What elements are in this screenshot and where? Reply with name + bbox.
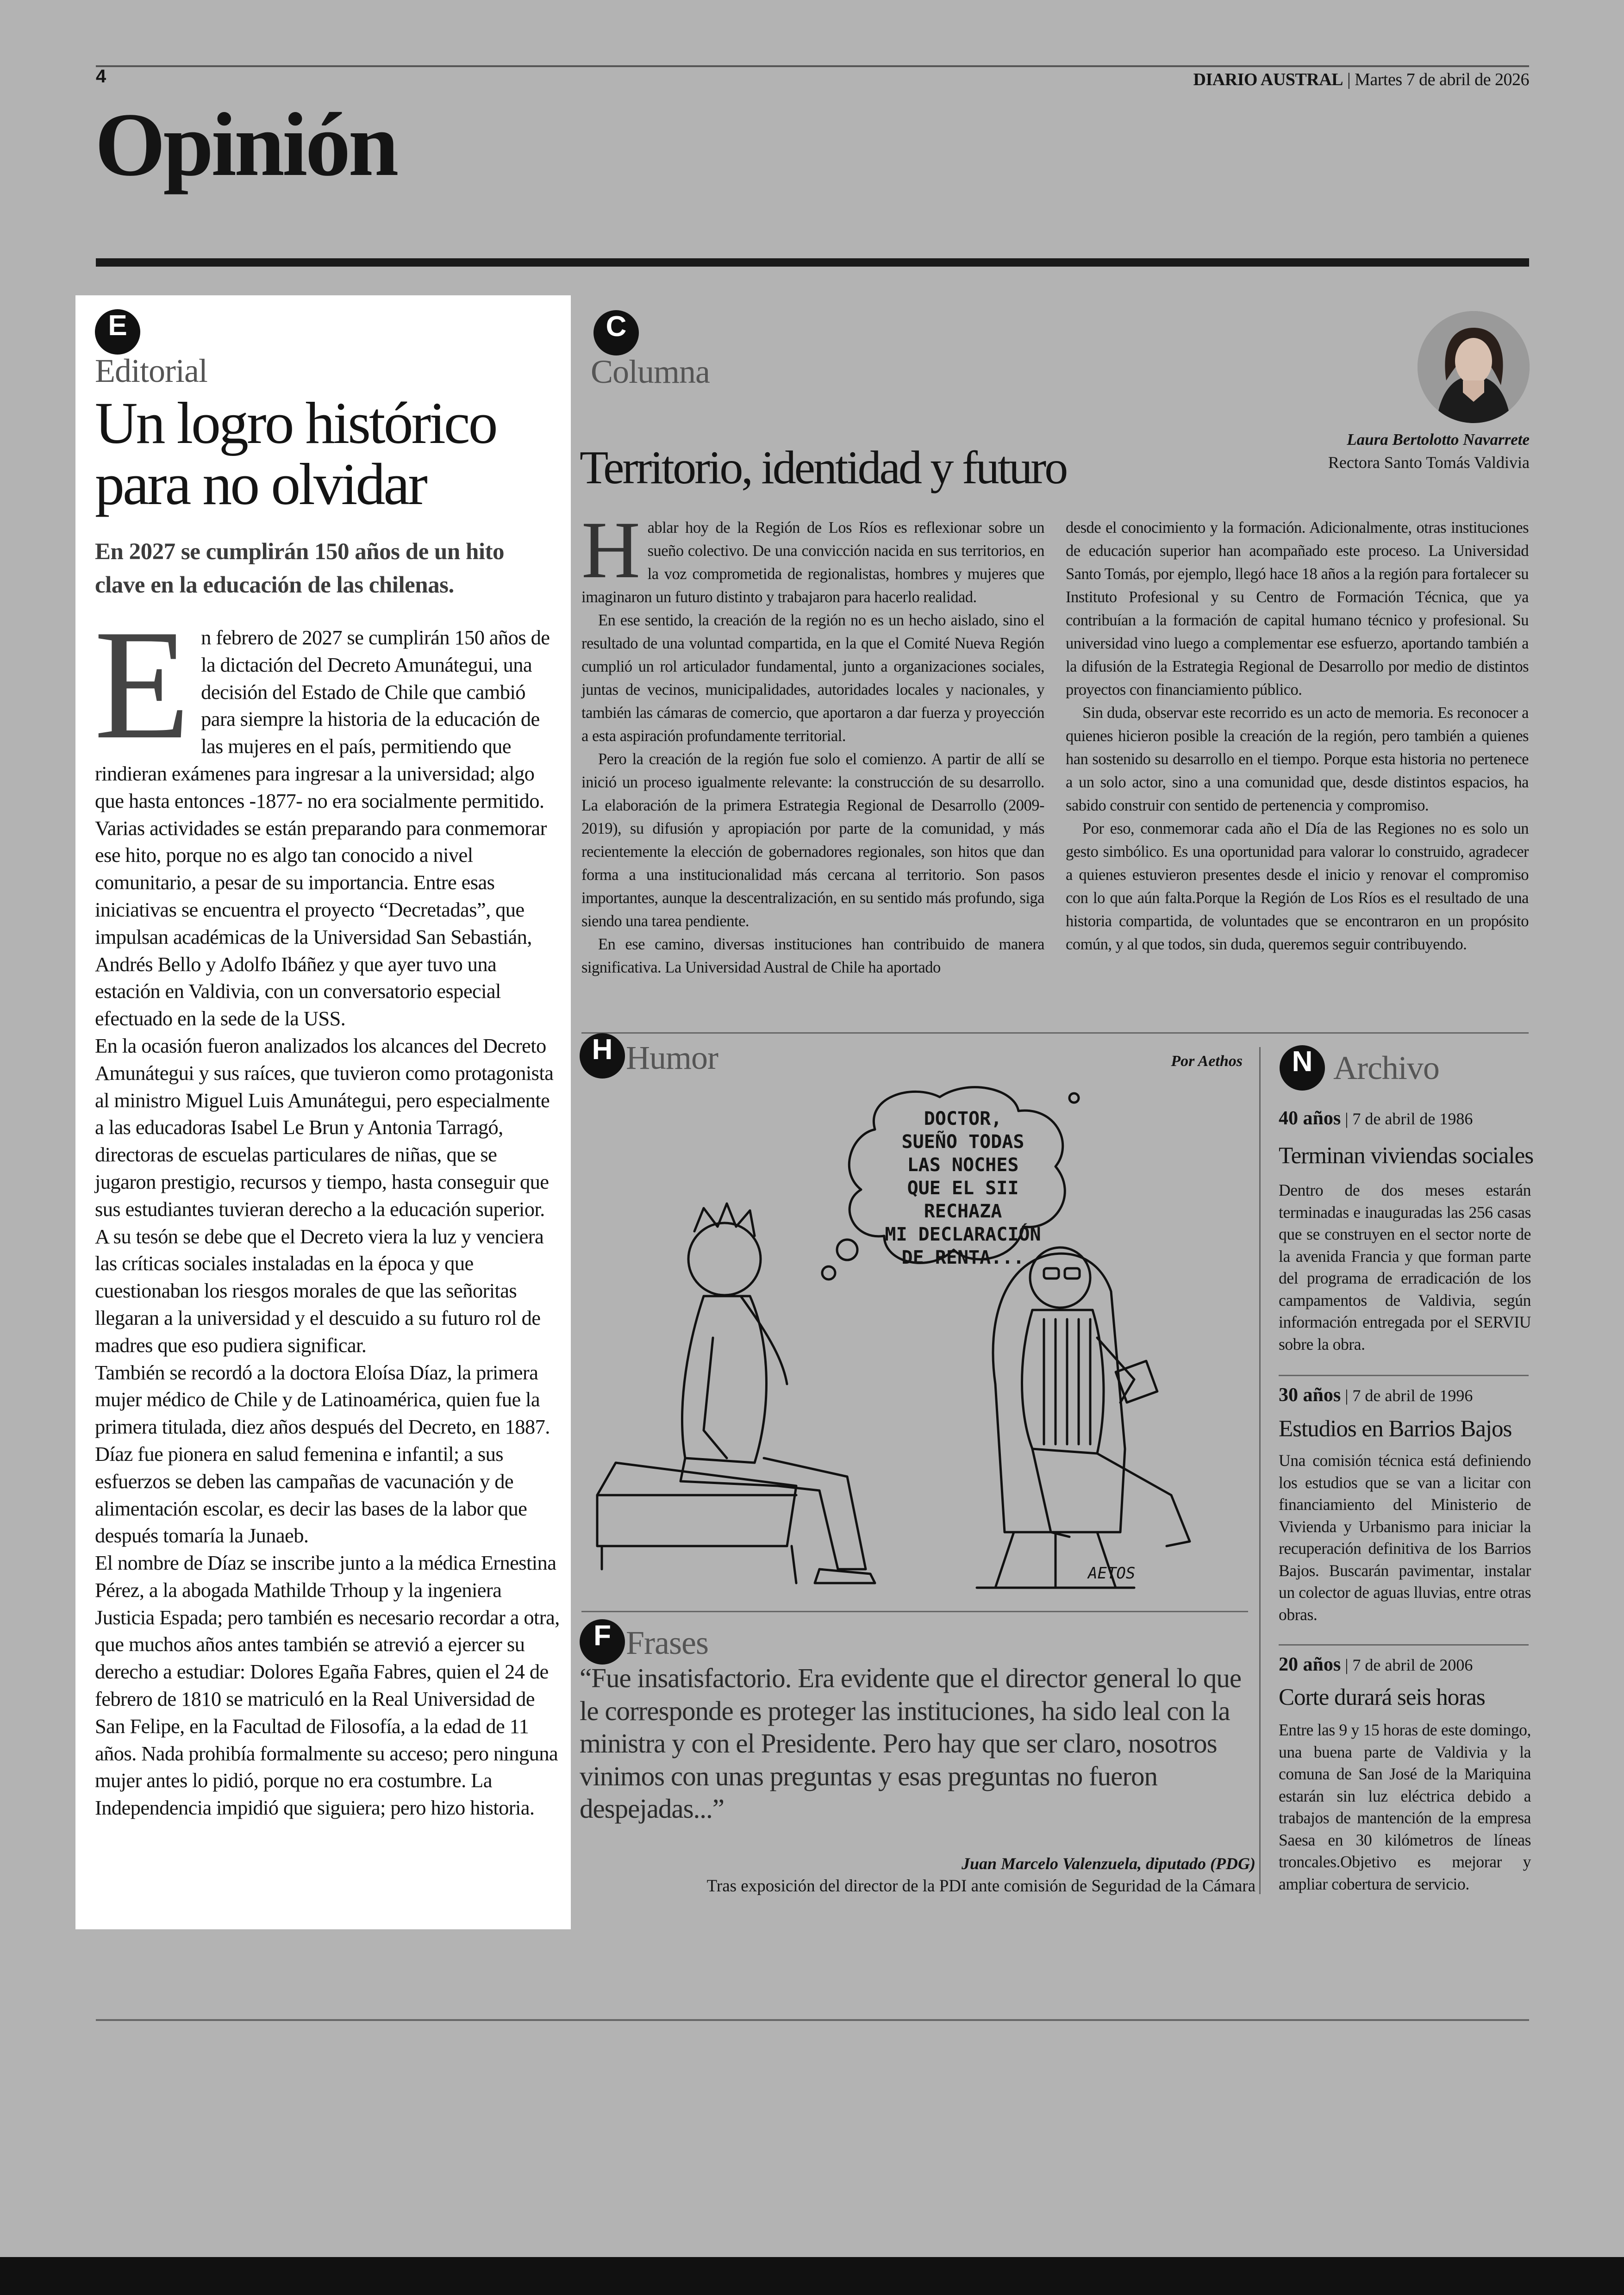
- page-number: 4: [96, 66, 106, 87]
- column-kicker: Columna: [591, 353, 710, 390]
- archive-body: Una comisión técnica está definiendo los estudios que se van a licitar con financiamiento del Ministerio de Vivienda y Urbanismo para iniciar la recuperación definitiva de los Barrios Bajos. Buscarán pavimentar, instalar un colector de aguas lluvias, entre otras obras.: [1279, 1451, 1531, 1624]
- frases-badge: [580, 1619, 625, 1665]
- author-photo: [1418, 311, 1530, 423]
- column-paragraph: Hablar hoy de la Región de Los Ríos es reflexionar sobre un sueño colectivo. De una convicción nacida en sus territorios, en la voz comprometida de regionalistas, hombres y mujeres que imaginaron un futuro distinto y trabajaron para hacerlo realidad.: [581, 505, 1044, 606]
- masthead-separator: |: [1347, 70, 1351, 89]
- top-rule: [96, 65, 1529, 67]
- editorial-paragraph: En la ocasión fueron analizados los alcances del Decreto Amunátegui y sus raíces, que tuvieron como protagonista al ministro Miguel Luis Amunátegui, pero especialmente a las educadoras Isabel Le Brun y Antonia Tarragó, directoras de escuelas particulares de niñas, que se jugaron prestigio, recursos y tiempo, hasta conseguir que sus estudiantes tuvieran derecho a la educación superior. A su tesón se debe que el Decreto viera la luz y venciera las críticas sociales instaladas en la época y que cuestionaban los riesgos morales de que las señoritas llegaran a la universidad y el descuido a su futuro rol de madres que eso pudiera significar.: [95, 1034, 554, 1357]
- archive-letter-icon: N: [1280, 1045, 1325, 1091]
- column-paragraph: Sin duda, observar este recorrido es un acto de memoria. Es reconocer a quienes hicieron posible la creación de la región, pero también a quienes han sostenido su desarrollo en el tiempo. Porque esta historia no pertenece a un solo actor, sino a una comunidad que, desde distintos espacios, ha sabido construir con sentido de pertenencia y compromiso.: [1066, 704, 1529, 814]
- cartoon-speech: DOCTOR, SUEÑO TODAS LAS NOCHES QUE EL SII RECHAZA MI DECLARACIÓN DE RENTA...: [885, 1108, 1041, 1268]
- column-paragraph: En ese camino, diversas instituciones han contribuido de manera significativa. La Universidad Austral de Chile ha aportado: [581, 935, 1044, 976]
- page-bottom-rule: [96, 2019, 1529, 2021]
- editorial-paragraph: El nombre de Díaz se inscribe junto a la médica Ernestina Pérez, a la abogada Mathilde Trhoup y la ingeniera Justicia Espada; pero también es necesario recordar a otra, que muchos años antes también se atrevió a ejercer su derecho a estudiar: Dolores Egaña Fabres, quien el 24 de febrero de 1810 se matriculó en la Real Universidad de San Felipe, en la Facultad de Filosofía, a la edad de 11 años. Nada prohibía formalmente su acceso; pero ninguna mujer antes lo pidió, porque no era costumbre. La Independencia impidió que siguiera; pero hizo historia.: [95, 1551, 560, 1820]
- humor-badge: [580, 1033, 625, 1079]
- column-paragraph: desde el conocimiento y la formación. Adicionalmente, otras instituciones de educación superior han acompañado este proceso. La Universidad Santo Tomás, por ejemplo, llegó hace 18 años a la región para fortalecer su Instituto Profesional y su Centro de Formación Técnica, que ya contribuían a la formación de capital humano técnico y profesional. Su universidad vino luego a complementar ese esfuerzo, aportando también a la difusión de la Estrategia Regional de Desarrollo por medio de distintos proyectos con financiamiento público.: [1066, 519, 1529, 698]
- archive-title: Corte durará seis horas: [1279, 1684, 1485, 1710]
- humor-bottom-rule: [581, 1611, 1248, 1612]
- paper-name: DIARIO AUSTRAL: [1193, 70, 1343, 89]
- column-letter-icon: C: [593, 310, 639, 355]
- editorial-letter-icon: E: [95, 309, 140, 355]
- editorial-paragraph: Varias actividades se están preparando para conmemorar ese hito, porque no es algo tan conocido a nivel comunitario, a pesar de su importancia. Entre esas iniciativas se encuentra el proyecto “Decretadas”, que impulsan académicas de la Universidad San Sebastián, Andrés Bello y Adolfo Ibáñez y que ayer tuvo una estación en Valdivia, con un conversatorio especial efectuado en la sede de la USS.: [95, 816, 547, 1030]
- archive-date: 20 años | 7 de abril de 2006: [1279, 1654, 1473, 1675]
- column-paragraph: Pero la creación de la región fue solo el comienzo. A partir de allí se inició un proceso igualmente relevante: la construcción de su desarrollo. La elaboración de la primera Estrategia Regional de Desarrollo (2009-2019), su difusión y apropiación por parte de la comunidad, y más recientemente la elección de gobernadores regionales, son hitos que dan forma a una institucionalidad más cercana al territorio. Son pasos importantes, aunque la descentralización, en su sentido más profundo, siga siendo una tarea pendiente.: [581, 750, 1044, 930]
- archive-item: [1279, 1653, 1531, 1895]
- editorial-subtitle: En 2027 se cumplirán 150 años de un hito clave en la educación de las chilenas.: [95, 539, 505, 598]
- editorial-title: Un logro histórico para no olvidar: [95, 390, 496, 517]
- column-badge: [593, 310, 639, 355]
- archive-date: 40 años | 7 de abril de 1986: [1279, 1108, 1473, 1129]
- archive-date: 30 años | 7 de abril de 1996: [1279, 1384, 1473, 1406]
- archive-divider: [1259, 1047, 1261, 1894]
- issue-date: Martes 7 de abril de 2026: [1355, 70, 1529, 89]
- editorial-body: [94, 597, 561, 1821]
- humor-kicker: Humor: [626, 1039, 718, 1076]
- archive-kicker: Archivo: [1333, 1049, 1439, 1086]
- editorial-dropcap: E: [94, 597, 190, 772]
- editorial-panel: [75, 295, 571, 1929]
- masthead: [1193, 69, 1529, 90]
- column-body-right: [1066, 516, 1529, 956]
- column-dropcap: H: [581, 505, 640, 595]
- archive-item: [1279, 1107, 1533, 1355]
- column-bottom-rule: [581, 1032, 1529, 1034]
- cartoon-signature: AETOS: [1088, 1564, 1136, 1583]
- column-body-left: [581, 505, 1044, 979]
- author-name: Laura Bertolotto Navarrete: [1347, 430, 1530, 449]
- humor-letter-icon: H: [580, 1033, 625, 1079]
- editorial-paragraph: En febrero de 2027 se cumplirán 150 años de la dictación del Decreto Amunátegui, una decisión del Estado de Chile que cambió para siempre la historia de la educación de las mujeres en el país, permitiendo que rindieran exámenes para ingresar a la universidad; algo que hasta entonces -1877- no era socialmente permitido.: [94, 597, 550, 812]
- quote-text: “Fue insatisfactorio. Era evidente que el director general lo que le corresponde es proteger las instituciones, ha sido leal con la ministra y con el Presidente. Pero hay que ser claro, nosotros vinimos con unas preguntas y esas preguntas no fueron despejadas...”: [580, 1663, 1242, 1824]
- archive-title: Estudios en Barrios Bajos: [1279, 1416, 1512, 1442]
- humor-byline: Por Aethos: [1171, 1053, 1243, 1070]
- archive-title: Terminan viviendas sociales: [1279, 1143, 1534, 1169]
- column-title: Territorio, identidad y futuro: [580, 442, 1067, 494]
- archive-rule: [1279, 1375, 1529, 1376]
- section-rule: [96, 258, 1529, 267]
- frases-kicker: Frases: [626, 1624, 708, 1661]
- quote-source: Tras exposición del director de la PDI ante comisión de Seguridad de la Cámara: [706, 1877, 1255, 1896]
- archive-body: Entre las 9 y 15 horas de este domingo, una buena parte de Valdivia y la comuna de San José de la Mariquina estarán sin luz eléctrica debido a trabajos de mantención de la empresa Saesa en 30 kilómetros de líneas troncales.Objetivo es mejorar y ampliar cobertura de servicio.: [1279, 1721, 1531, 1893]
- archive-item: [1279, 1384, 1531, 1626]
- frases-letter-icon: F: [580, 1619, 625, 1665]
- humor-cartoon: [588, 1079, 1250, 1611]
- archive-rule: [1279, 1644, 1529, 1646]
- archive-body: Dentro de dos meses estarán terminadas e inauguradas las 256 casas que se construyen en el sector norte de la avenida Francia y que forman parte del programa de erradicación de los campamentos de Valdivia, según información entregada por el SERVIU sobre la obra.: [1279, 1181, 1531, 1353]
- editorial-paragraph: También se recordó a la doctora Eloísa Díaz, la primera mujer médico de Chile y de Latinoamérica, quien fue la primera titulada, diez años después del Decreto, en 1887. Díaz fue pionera en salud femenina e infantil; a sus esfuerzos se deben las campañas de vacunación y de alimentación escolar, es decir las bases de la labor que después tomaría la Junaeb.: [95, 1360, 550, 1547]
- quote-author: Juan Marcelo Valenzuela, diputado (PDG): [961, 1854, 1255, 1873]
- column-paragraph: En ese sentido, la creación de la región no es un hecho aislado, sino el resultado de una voluntad compartida, en la que el Comité Nueva Región cumplió un rol articulador fundamental, junto a organizaciones sociales, juntas de vecinos, municipalidades, autoridades locales y nacionales, y también las cámaras de comercio, que aportaron a dar fuerza y proyección a esta aspiración profundamente territorial.: [581, 611, 1044, 745]
- editorial-kicker: Editorial: [95, 352, 207, 389]
- author-role: Rectora Santo Tomás Valdivia: [1328, 453, 1530, 472]
- section-title: Opinión: [95, 94, 397, 195]
- editorial-badge: [95, 309, 140, 355]
- footer-bar: [0, 2257, 1624, 2295]
- archive-badge: [1280, 1045, 1325, 1091]
- column-paragraph: Por eso, conmemorar cada año el Día de las Regiones no es solo un gesto simbólico. Es una oportunidad para valorar lo construido, agradecer a quienes estuvieron presentes desde el inicio y renovar el compromiso con lo que aún falta.Porque la Región de Los Ríos es el resultado de una historia compartida, de voluntades que se encontraron en un propósito común, y al que todos, sin duda, queremos seguir contribuyendo.: [1066, 820, 1529, 953]
